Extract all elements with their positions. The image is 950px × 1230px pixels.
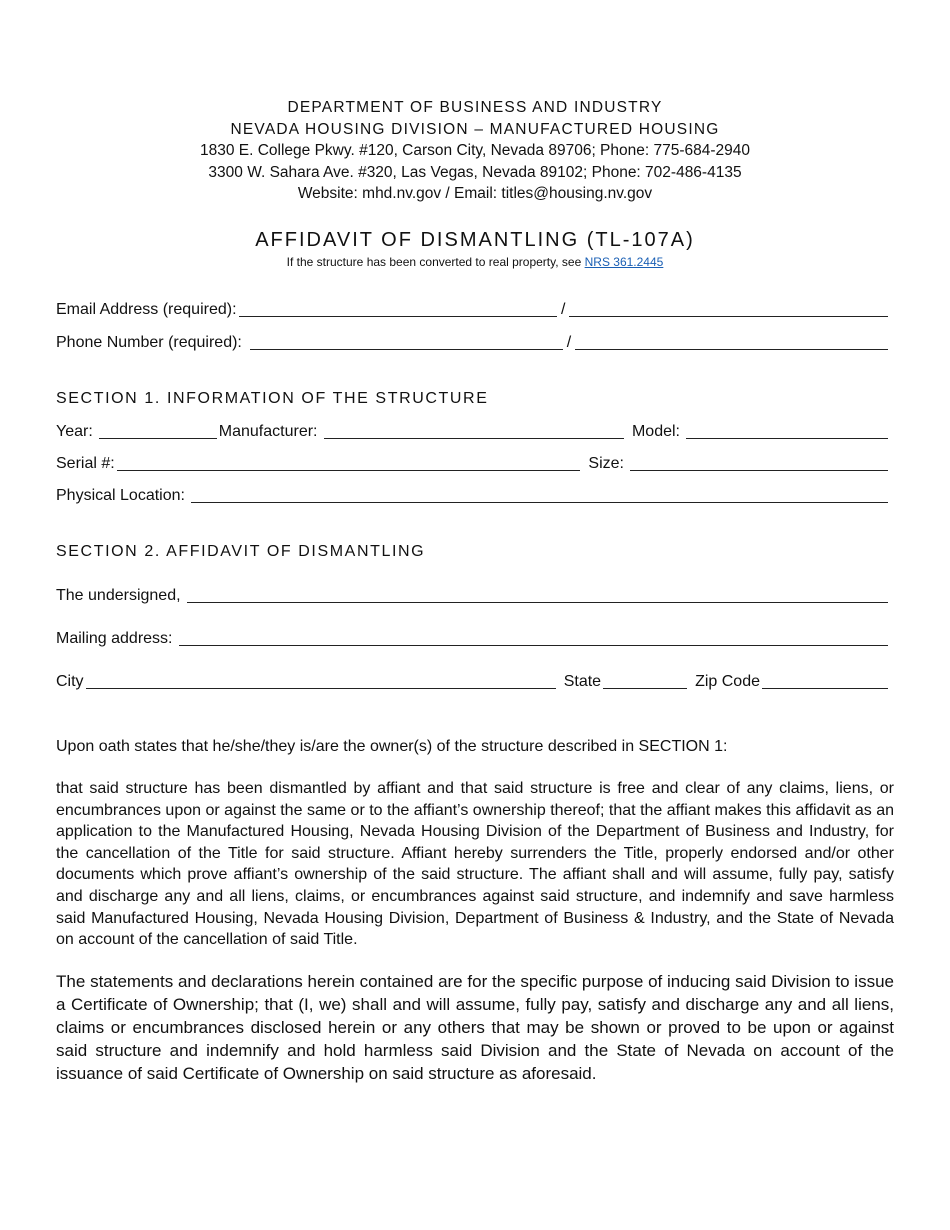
division-name: NEVADA HOUSING DIVISION – MANUFACTURED HOUSING [230,120,720,138]
city-label: City [56,673,84,690]
form-title: AFFIDAVIT OF DISMANTLING (TL-107A) [255,229,695,251]
email-label: Email Address (required): [56,301,237,318]
undersigned-row [56,586,890,606]
form-subtitle [0,255,950,269]
email-separator: / [561,301,566,318]
year-field[interactable] [99,437,217,439]
section1-heading: SECTION 1. INFORMATION OF THE STRUCTURE [56,390,489,407]
state-field[interactable] [603,687,687,689]
manufacturer-field[interactable] [324,437,624,439]
mailing-field[interactable] [179,644,889,646]
serial-field[interactable] [117,469,581,471]
oath-statement: Upon oath states that he/she/they is/are the owner(s) of the structure described in SECTION 1: [56,738,728,755]
year-label: Year: [56,423,93,440]
section2-heading: SECTION 2. AFFIDAVIT OF DISMANTLING [56,543,426,560]
nrs-link[interactable]: NRS 361.2445 [584,255,664,269]
model-field[interactable] [686,437,888,439]
phone-row [56,333,890,353]
declaration-paragraph: The statements and declarations herein contained are for the specific purpose of inducing said Division to issue a Certificate of Ownership; that (I, we) shall and will assume, fully pay, satisfy and discharge any and all liens, claims or encumbrances disclosed herein or any others that may be shown or proved to be upon or against said structure and indemnify and hold harmless said Division and the State of Nevada on account of the issuance of said Certificate of Ownership on said structure as aforesaid. [56,972,894,1083]
serial-size-row [56,454,890,474]
website-email: Website: mhd.nv.gov / Email: titles@housing.nv.gov [297,185,653,202]
affidavit-paragraph: that said structure has been dismantled by affiant and that said structure is free and clear of any claims, liens, or encumbrances upon or against the same or to the affiant’s ownership thereof; that the affiant makes this affidavit as an application to the Manufactured Housing, Nevada Housing Division of the Department of Business and Industry, for the cancellation of the Title for said structure. Affiant hereby surrenders the Title, properly endorsed and/or other documents which prove affiant’s ownership of the said structure. The affiant shall and will assume, fully pay, satisfy and discharge any and all liens, claims, or encumbrances against said structure, and indemnify and save harmless said Manufactured Housing, Nevada Housing Division, Department of Business & Industry, and the State of Nevada on account of the cancellation of said Title. [56,780,894,949]
year-manufacturer-model-row [56,422,890,442]
location-label: Physical Location: [56,487,185,504]
las-vegas-address: 3300 W. Sahara Ave. #320, Las Vegas, Nevada 89102; Phone: 702-486-4135 [208,163,742,181]
department-name: DEPARTMENT OF BUSINESS AND INDUSTRY [287,99,663,116]
zip-label: Zip Code [695,673,760,690]
size-field[interactable] [630,469,888,471]
email-row [56,300,890,320]
model-label: Model: [631,423,680,440]
size-label: Size: [588,455,624,472]
phone-label: Phone Number (required): [56,334,242,351]
carson-city-address: 1830 E. College Pkwy. #120, Carson City, Nevada 89706; Phone: 775-684-2940 [199,142,751,159]
physical-location-row [56,486,890,506]
undersigned-label: The undersigned, [56,587,181,604]
agency-header [0,97,950,205]
city-state-zip-row [56,672,890,692]
phone-field[interactable] [250,348,563,350]
undersigned-field[interactable] [187,601,888,603]
phone-field-alt[interactable] [575,348,888,350]
mailing-label: Mailing address: [56,630,173,647]
subtitle-text: If the structure has been converted to real property, see [286,255,585,269]
zip-field[interactable] [762,687,888,689]
serial-label: Serial #: [56,455,115,472]
email-field[interactable] [239,315,558,317]
city-field[interactable] [86,687,556,689]
manufacturer-label: Manufacturer: [218,423,318,440]
mailing-address-row [56,629,890,649]
state-label: State [563,673,602,690]
email-field-alt[interactable] [569,315,888,317]
location-field[interactable] [191,501,888,503]
phone-separator: / [566,334,572,351]
